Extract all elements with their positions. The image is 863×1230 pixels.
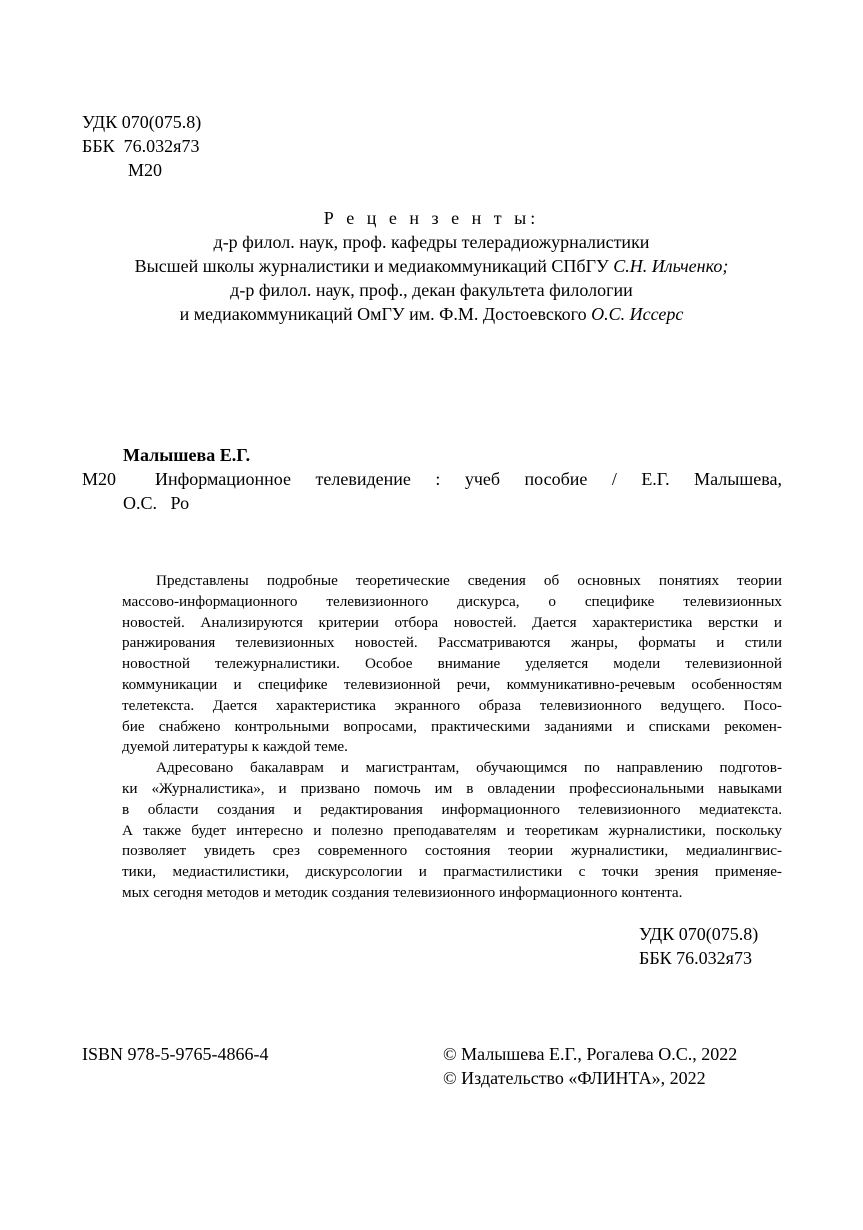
author-mark: М20 [128, 160, 163, 180]
bib-title-word: Малышева, [694, 469, 782, 489]
bbk-code: ББК 76.032я73 [82, 136, 200, 156]
bib-title-line [155, 467, 782, 491]
abstract-line: дуемой литературы к каждой теме. [122, 738, 348, 756]
bib-title-word: Е.Г. [641, 469, 670, 489]
abstract-paragraph-1 [122, 571, 782, 758]
abstract-line: ранжирования телевизионных новостей. Рассматриваются жанры, форматы и стили [122, 634, 782, 652]
abstract-line: Представлены подробные теоретические сведения об основных понятиях теории [156, 572, 782, 589]
udk-code: УДК 070(075.8) [82, 112, 202, 132]
abstract-line: ки «Журналистика», и призвано помочь им в овладении профессиональными навыками [122, 779, 782, 797]
bib-mark: М20 [82, 469, 117, 489]
abstract-line: коммуникации и специфике телевизионной речи, коммуникативно-речевым особенностям [122, 675, 782, 693]
reviewers-heading: Р е ц е н з е н т ы: [323, 208, 540, 228]
bib-continuation: О.С. Ро [123, 493, 190, 513]
abstract-paragraph-2 [122, 758, 782, 904]
abstract-line: Адресовано бакалаврам и магистрантам, обучающимся по направлению подготов- [156, 759, 782, 777]
bib-title-word: : [435, 469, 441, 489]
reviewer-1-line-1: д-р филол. наук, проф. кафедры телерадиожурналистики [213, 232, 650, 252]
bottom-udk-code: УДК 070(075.8) [639, 924, 759, 944]
bib-title-word: телевидение [315, 469, 411, 489]
abstract-line: бие снабжено контрольными вопросами, практическими заданиями и списками рекомен- [122, 717, 782, 735]
bib-title-word: / [611, 469, 617, 489]
bib-title-word: пособие [524, 469, 588, 489]
abstract [122, 571, 782, 904]
bib-title-word: учеб [464, 469, 501, 489]
copyright-authors: © Малышева Е.Г., Рогалева О.С., 2022 [443, 1044, 738, 1064]
abstract-line: мых сегодня методов и методик создания телевизионного информационного контента. [122, 883, 683, 901]
abstract-line: новостной тележурналистики. Особое внимание уделяется модели телевизионной [122, 655, 782, 673]
reviewer-1-line-2 [0, 254, 863, 278]
copyright-publisher: © Издательство «ФЛИНТА», 2022 [443, 1068, 706, 1088]
bib-title-word: Информационное [155, 469, 292, 489]
bib-author: Малышева Е.Г. [123, 445, 251, 465]
reviewer-2-line-1: д-р филол. наук, проф., декан факультета филологии [230, 280, 633, 300]
reviewer-2-affiliation: и медиакоммуникаций ОмГУ им. Ф.М. Достоевского [179, 304, 592, 324]
reviewer-2-name: О.С. Иссерс [591, 304, 684, 324]
abstract-line: позволяет увидеть срез современного состояния теории журналистики, медиалингвис- [122, 842, 782, 860]
reviewer-2-line-2 [0, 302, 863, 326]
abstract-line: телетекста. Дается характеристика экранного образа телевизионного ведущего. Посо- [122, 696, 782, 714]
abstract-line: массово-информационного телевизионного дискурса, о специфике телевизионных [122, 592, 782, 610]
abstract-line: тики, медиастилистики, дискурсологии и прагмастилистики с точки зрения применяе- [122, 863, 782, 881]
abstract-line: в области создания и редактирования информационного телевизионного медиатекста. [122, 800, 782, 818]
reviewer-1-affiliation: Высшей школы журналистики и медиакоммуникаций СПбГУ [134, 256, 614, 276]
reviewer-1-name: С.Н. Ильченко; [613, 256, 729, 276]
abstract-line: А также будет интересно и полезно преподавателям и теоретикам журналистики, поскольку [122, 821, 782, 839]
bottom-bbk-code: ББК 76.032я73 [639, 948, 752, 968]
abstract-line: новостей. Анализируются критерии отбора новостей. Дается характеристика верстки и [122, 613, 782, 631]
isbn: ISBN 978-5-9765-4866-4 [82, 1044, 269, 1064]
